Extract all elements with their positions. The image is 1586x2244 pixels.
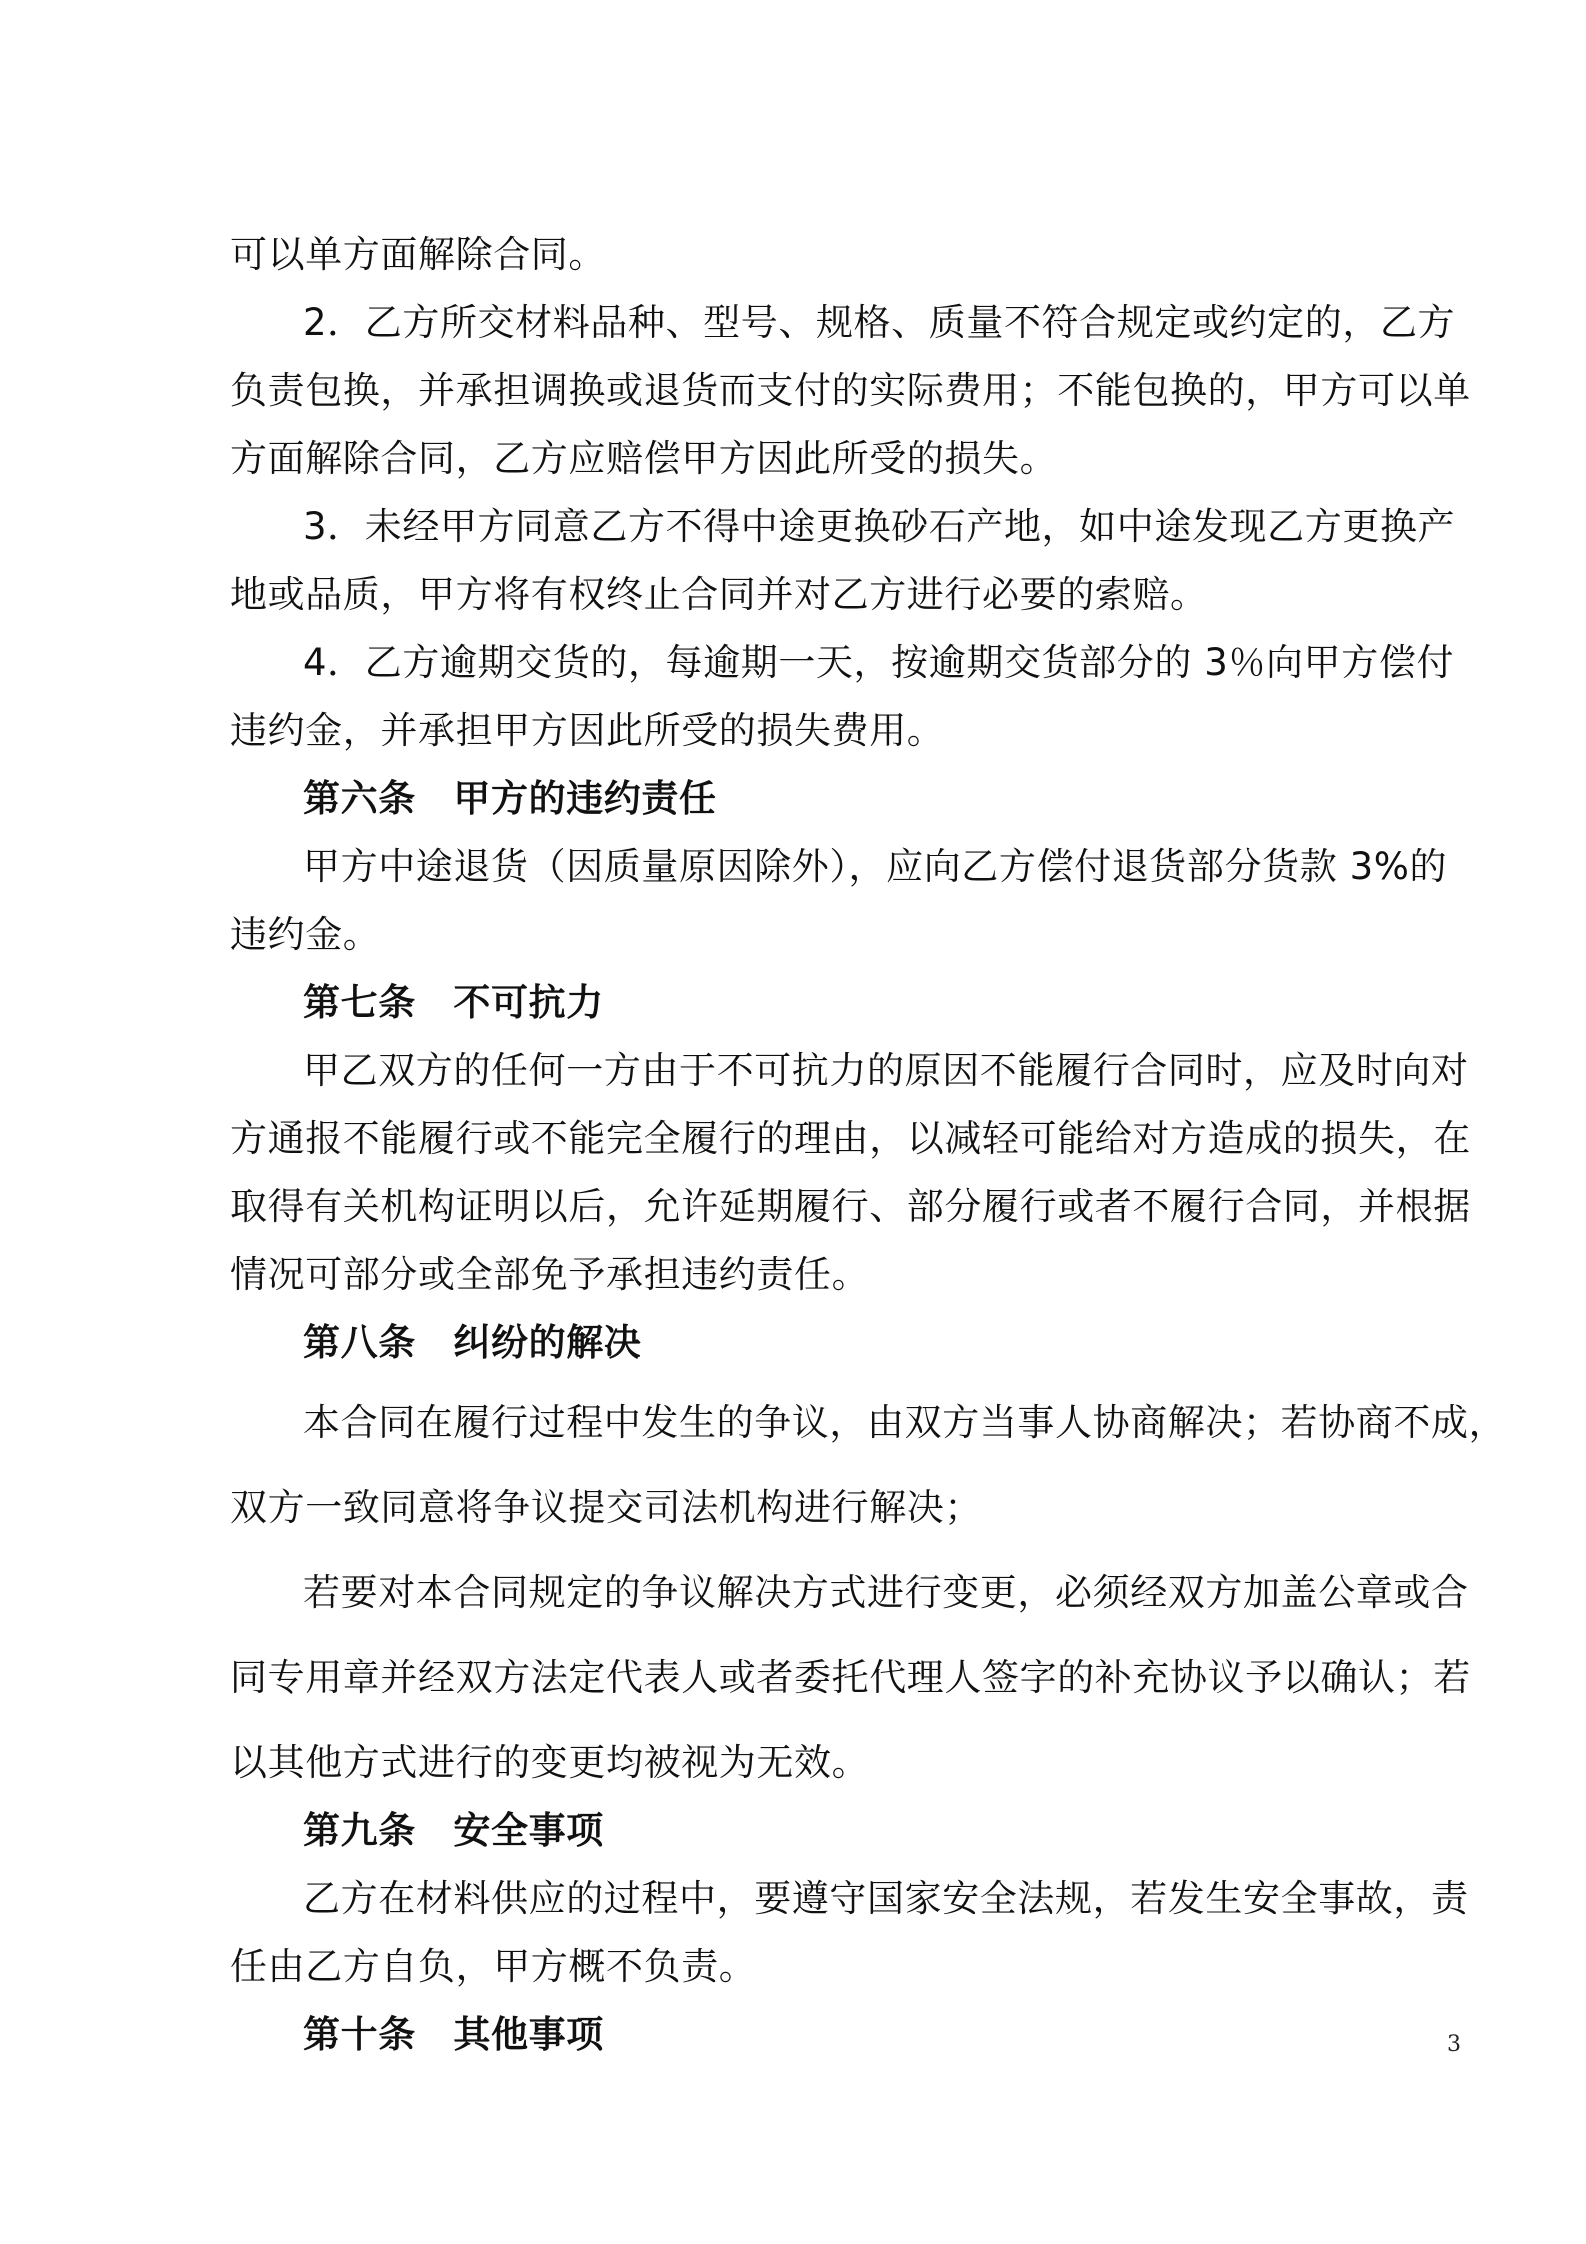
text-line: 可以单方面解除合同。 <box>230 233 606 276</box>
text-line: 方通报不能履行或不能完全履行的理由，以减轻可能给对方造成的损失，在 <box>230 1117 1471 1160</box>
text-line: 地或品质，甲方将有权终止合同并对乙方进行必要的索赔。 <box>230 573 1208 616</box>
text-line: 2．乙方所交材料品种、型号、规格、质量不符合规定或约定的，乙方 <box>303 301 1456 344</box>
text-line: 本合同在履行过程中发生的争议，由双方当事人协商解决；若协商不成， <box>303 1401 1507 1444</box>
section-heading: 第九条 安全事项 <box>303 1809 604 1852</box>
page-number: 3 <box>1447 2032 1461 2057</box>
text-line: 同专用章并经双方法定代表人或者委托代理人签字的补充协议予以确认；若 <box>230 1656 1471 1699</box>
text-line: 方面解除合同，乙方应赔偿甲方因此所受的损失。 <box>230 437 1058 480</box>
text-line: 甲乙双方的任何一方由于不可抗力的原因不能履行合同时，应及时向对 <box>303 1049 1469 1092</box>
text-line: 任由乙方自负，甲方概不负责。 <box>230 1945 757 1988</box>
text-line: 以其他方式进行的变更均被视为无效。 <box>230 1741 870 1784</box>
section-heading: 第六条 甲方的违约责任 <box>303 777 717 820</box>
text-line: 4．乙方逾期交货的，每逾期一天，按逾期交货部分的 3％向甲方偿付 <box>303 641 1455 684</box>
text-line: 3．未经甲方同意乙方不得中途更换砂石产地，如中途发现乙方更换产 <box>303 505 1456 548</box>
section-heading: 第八条 纠纷的解决 <box>303 1321 642 1364</box>
text-line: 双方一致同意将争议提交司法机构进行解决； <box>230 1486 982 1529</box>
text-line: 若要对本合同规定的争议解决方式进行变更，必须经双方加盖公章或合 <box>303 1571 1469 1614</box>
text-line: 违约金，并承担甲方因此所受的损失费用。 <box>230 709 945 752</box>
text-line: 乙方在材料供应的过程中，要遵守国家安全法规，若发生安全事故，责 <box>303 1877 1469 1920</box>
text-line: 取得有关机构证明以后，允许延期履行、部分履行或者不履行合同，并根据 <box>230 1185 1471 1228</box>
section-heading: 第十条 其他事项 <box>303 2013 604 2056</box>
text-line: 负责包换，并承担调换或退货而支付的实际费用；不能包换的，甲方可以单 <box>230 369 1471 412</box>
section-heading: 第七条 不可抗力 <box>303 981 604 1024</box>
text-line: 甲方中途退货（因质量原因除外），应向乙方偿付退货部分货款 3%的 <box>303 845 1448 888</box>
text-line: 情况可部分或全部免予承担违约责任。 <box>230 1253 870 1296</box>
text-line: 违约金。 <box>230 913 381 956</box>
